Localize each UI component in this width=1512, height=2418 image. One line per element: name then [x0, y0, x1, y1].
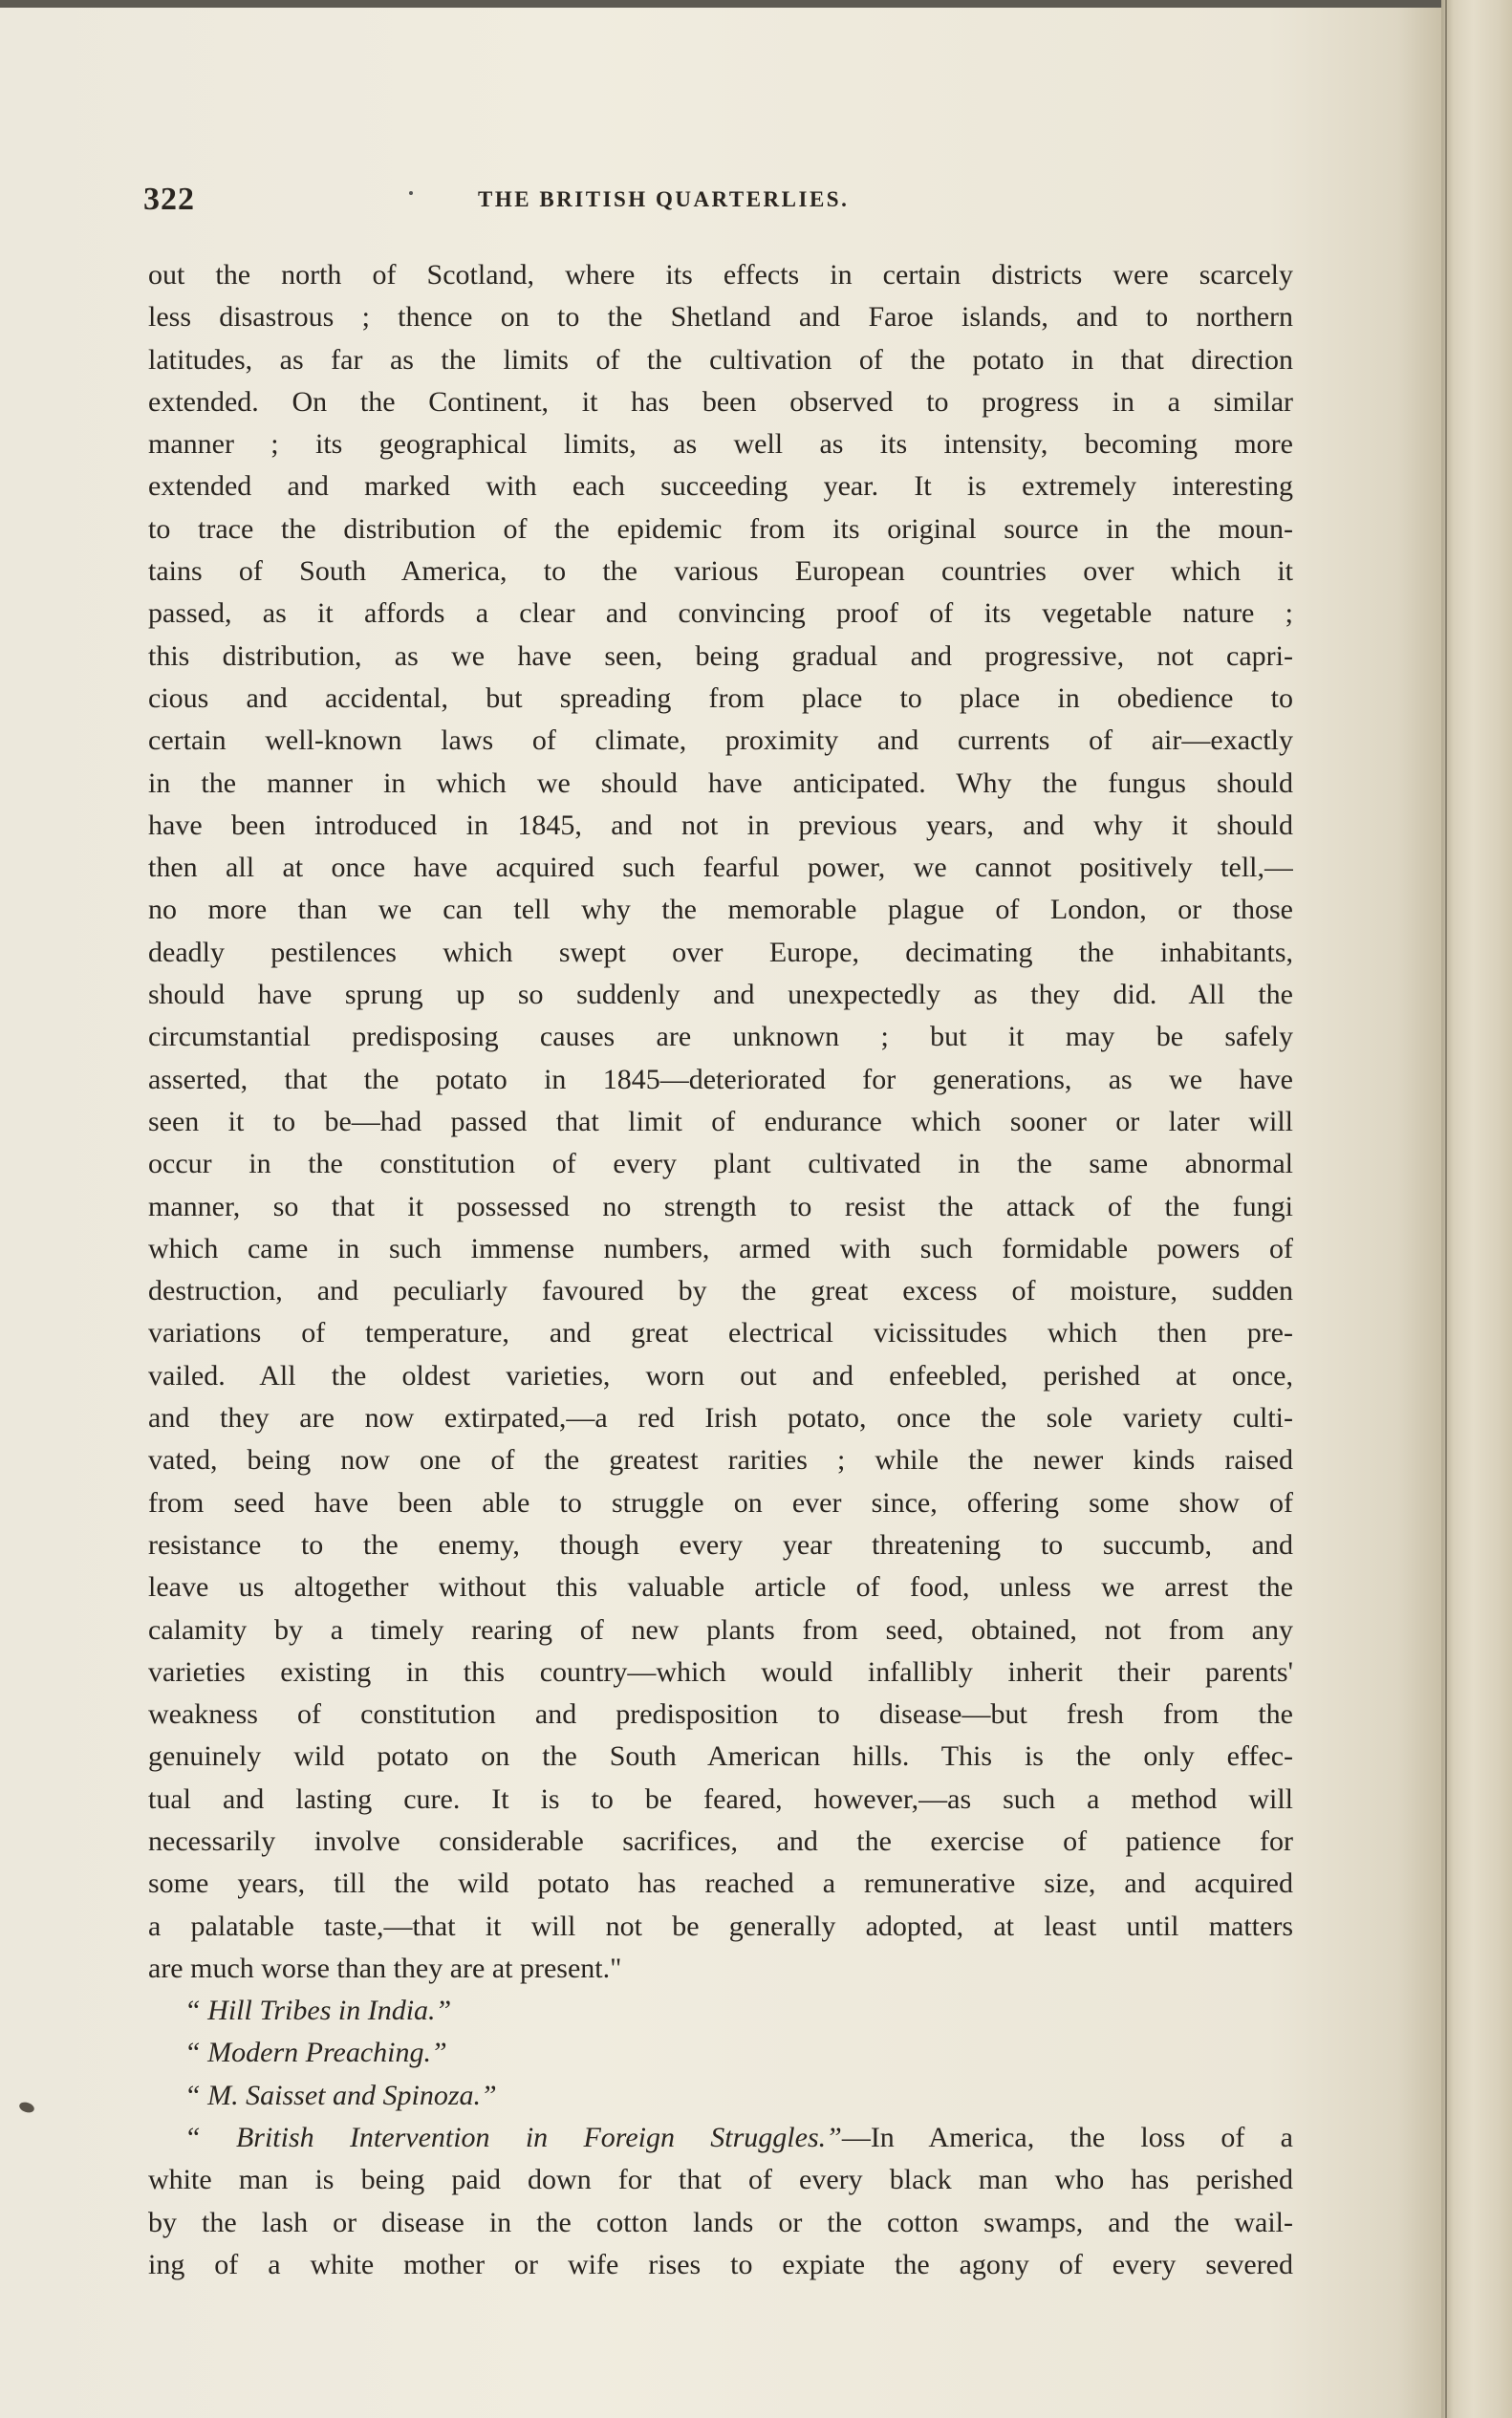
- text-line: tains of South America, to the various European countries over which it: [148, 555, 1293, 588]
- text-line: genuinely wild potato on the South American hills. This is the only effec-: [148, 1740, 1293, 1773]
- entry-title: “ M. Saisset and Spinoza.”: [184, 2079, 497, 2111]
- text-line: and they are now extirpated,—a red Irish potato, once the sole variety culti-: [148, 1402, 1293, 1435]
- entry-title: “ Modern Preaching.”: [184, 2037, 447, 2069]
- text-line: a palatable taste,—that it will not be generally adopted, at least until matters: [148, 1910, 1293, 1942]
- text-line: weakness of constitution and predisposition to disease—but fresh from the: [148, 1698, 1293, 1731]
- opening-line-text: —In America, the loss of a: [841, 2122, 1293, 2154]
- text-line: to trace the distribution of the epidemic from its original source in the moun-: [148, 512, 1293, 545]
- text-line: leave us altogether without this valuable article of food, unless we arrest the: [148, 1571, 1293, 1604]
- text-line: less disastrous ; thence on to the Shetland and Faroe islands, and to northern: [148, 301, 1293, 334]
- entry-heading: [148, 1990, 1293, 2032]
- text-line: ing of a white mother or wife rises to expiate the agony of every severed: [148, 2248, 1293, 2280]
- text-line: vated, being now one of the greatest rarities ; while the newer kinds raised: [148, 1444, 1293, 1477]
- text-line: cious and accidental, but spreading from place to place in obedience to: [148, 681, 1293, 714]
- page-number: 322: [143, 182, 195, 217]
- text-line: out the north of Scotland, where its effects in certain districts were scarcely: [148, 259, 1293, 291]
- text-line: variations of temperature, and great electrical vicissitudes which then pre-: [148, 1317, 1293, 1349]
- text-line: in the manner in which we should have anticipated. Why the fungus should: [148, 766, 1293, 799]
- spine-line: [1445, 0, 1447, 2418]
- scan-top-edge: [0, 0, 1512, 8]
- text-line: this distribution, as we have seen, being gradual and progressive, not capri-: [148, 639, 1293, 672]
- text-line: extended. On the Continent, it has been observed to progress in a similar: [148, 385, 1293, 418]
- text-line: certain well-known laws of climate, proximity and currents of air—exactly: [148, 724, 1293, 757]
- text-line: passed, as it affords a clear and convincing proof of its vegetable nature ;: [148, 597, 1293, 630]
- entry-heading: [148, 2075, 1293, 2117]
- text-line: are much worse than they are at present.": [148, 1952, 622, 1984]
- entry-title: “ British Intervention in Foreign Struggles.”: [184, 2122, 842, 2154]
- entry-title: “ Hill Tribes in India.”: [184, 1995, 452, 2027]
- text-line: which came in such immense numbers, armed with such formidable powers of: [148, 1232, 1293, 1264]
- text-line: should have sprung up so suddenly and unexpectedly as they did. All the: [148, 979, 1293, 1011]
- article-text: [148, 254, 1293, 2286]
- text-line: vailed. All the oldest varieties, worn out and enfeebled, perished at once,: [148, 1359, 1293, 1392]
- text-line: latitudes, as far as the limits of the cultivation of the potato in that direction: [148, 343, 1293, 376]
- text-line: by the lash or disease in the cotton lands or the cotton swamps, and the wail-: [148, 2206, 1293, 2238]
- text-line: some years, till the wild potato has reached a remunerative size, and acquired: [148, 1867, 1293, 1900]
- text-line: seen it to be—had passed that limit of endurance which sooner or later will: [148, 1105, 1293, 1137]
- text-line: extended and marked with each succeeding year. It is extremely interesting: [148, 470, 1293, 503]
- text-line: circumstantial predisposing causes are unknown ; but it may be safely: [148, 1021, 1293, 1053]
- paragraph-opening-line: [148, 2117, 1293, 2159]
- text-line: calamity by a timely rearing of new plants from seed, obtained, not from any: [148, 1613, 1293, 1646]
- text-line: no more than we can tell why the memorable plague of London, or those: [148, 894, 1293, 926]
- text-line: occur in the constitution of every plant cultivated in the same abnormal: [148, 1148, 1293, 1180]
- entry-heading: [148, 2032, 1293, 2074]
- text-line: destruction, and peculiarly favoured by the great excess of moisture, sudden: [148, 1275, 1293, 1307]
- text-line: manner, so that it possessed no strength to resist the attack of the fungi: [148, 1190, 1293, 1222]
- text-line: then all at once have acquired such fearful power, we cannot positively tell,—: [148, 852, 1293, 884]
- text-line: from seed have been able to struggle on ever since, offering some show of: [148, 1486, 1293, 1519]
- text-line: resistance to the enemy, though every year threatening to succumb, and: [148, 1528, 1293, 1561]
- text-line: white man is being paid down for that of every black man who has perished: [148, 2164, 1293, 2196]
- text-line: tual and lasting cure. It is to be feared, however,—as such a method will: [148, 1782, 1293, 1815]
- text-line: have been introduced in 1845, and not in previous years, and why it should: [148, 809, 1293, 841]
- text-line: manner ; its geographical limits, as well as its intensity, becoming more: [148, 428, 1293, 461]
- text-line: asserted, that the potato in 1845—deteriorated for generations, as we have: [148, 1063, 1293, 1095]
- book-spine-edge: [1441, 0, 1512, 2418]
- text-line: varieties existing in this country—which would infallibly inherit their parents': [148, 1655, 1293, 1688]
- text-line: deadly pestilences which swept over Europe, decimating the inhabitants,: [148, 936, 1293, 968]
- running-head: [143, 182, 1292, 229]
- running-title: THE BRITISH QUARTERLIES.: [478, 187, 850, 211]
- text-line: necessarily involve considerable sacrifices, and the exercise of patience for: [148, 1824, 1293, 1857]
